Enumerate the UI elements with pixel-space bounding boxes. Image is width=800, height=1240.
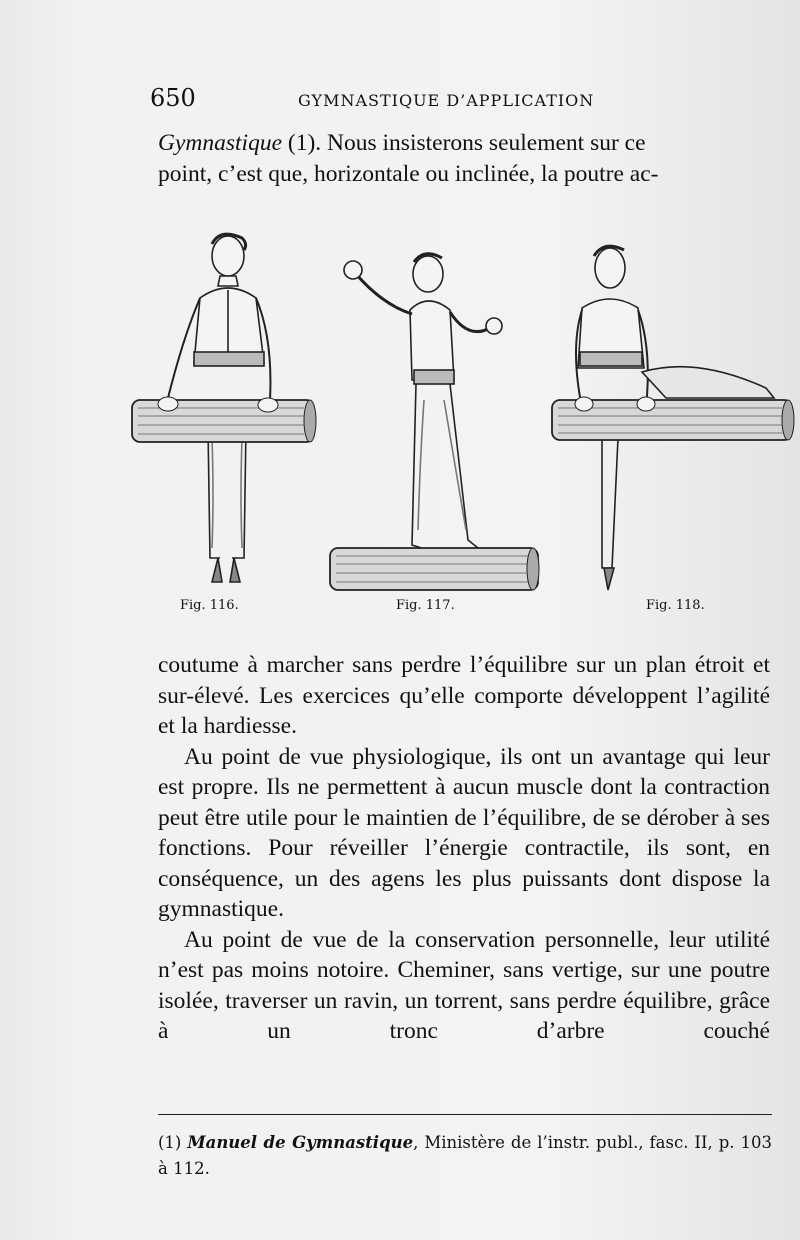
top-text — [158, 128, 770, 189]
footnote-rest: , Ministère de l’instr. publ., fasc. II, p. 103 à 112. — [158, 1133, 772, 1178]
figure-117-illustration — [328, 250, 543, 595]
figure-117-caption: Fig. 117. — [396, 598, 455, 613]
page-number: 650 — [150, 84, 196, 112]
footnote-rule — [158, 1114, 772, 1115]
page-header — [150, 84, 770, 118]
top-line-1-rest: (1). Nous insisterons seulement sur ce — [282, 130, 646, 156]
paragraph-continuation: coutume à marcher sans perdre l’équilibre sur un plan étroit et sur-élevé. Les exercices qu’elle comporte développent l’agilité et la hardiesse. — [158, 652, 770, 739]
top-line-1-italic: Gymnastique — [158, 130, 283, 156]
figure-116-illustration — [128, 228, 318, 598]
paragraph-physiological: Au point de vue physiologique, ils ont un avantage qui leur est propre. Ils ne permettent à aucun muscle dont la contraction peut être utile pour le maintien de l’équilibre, de se dérober à ses fonctions. Pour réveiller l’énergie contractile, ils sont, en conséquence, un des agens les plus puissants dont dispose la gymnastique. — [158, 743, 770, 922]
figure-117 — [328, 250, 543, 613]
figure-118-illustration — [546, 238, 798, 598]
top-line-1 — [158, 128, 770, 159]
figures-row — [128, 228, 798, 628]
figure-116 — [128, 228, 318, 613]
footnote-marker: (1) — [158, 1133, 188, 1152]
figure-116-caption: Fig. 116. — [180, 598, 239, 613]
figure-118 — [546, 238, 798, 613]
running-head: GYMNASTIQUE D’APPLICATION — [298, 91, 595, 110]
top-line-2: point, c’est que, horizontale ou inclinée, la poutre ac- — [158, 160, 659, 187]
figure-118-caption: Fig. 118. — [646, 598, 705, 613]
footnote — [158, 1130, 772, 1182]
footnote-title: Manuel de Gymnastique — [187, 1133, 414, 1152]
body-text — [158, 650, 770, 1047]
paragraph-conservation: Au point de vue de la conservation personnelle, leur utilité n’est pas moins notoire. Cheminer, sans vertige, sur une poutre isolée, traverser un ravin, un torrent, sans perdre équilibre, grâce à un tronc d’arbre couché — [158, 926, 770, 1044]
